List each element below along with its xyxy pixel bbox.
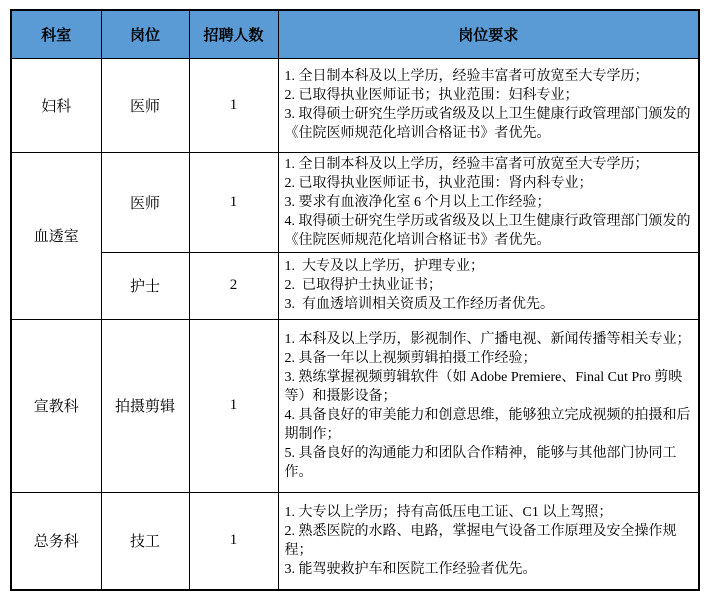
position-cell: 医师 xyxy=(101,152,189,252)
requirement-line: 1. 本科及以上学历，影视制作、广播电视、新闻传播等相关专业； xyxy=(284,331,691,347)
requirement-line: 2. 已取得执业医师证书；执业范围：妇科专业； xyxy=(284,88,579,103)
requirement-line: 2. 具备一年以上视频剪辑拍摄工作经验； xyxy=(284,350,537,366)
requirements-cell xyxy=(278,492,699,590)
position-cell: 拍摄剪辑 xyxy=(101,319,189,492)
header-requirements: 岗位要求 xyxy=(278,10,699,58)
count-cell: 1 xyxy=(189,492,278,590)
dept-cell: 血透室 xyxy=(11,152,101,319)
count-cell: 2 xyxy=(189,252,278,319)
table-row xyxy=(11,252,699,319)
requirement-line: 3. 要求有血液净化室 6 个月以上工作经验； xyxy=(284,194,551,210)
requirement-line: 2. 熟悉医院的水路、电路，掌握电气设备工作原理及安全操作规程； xyxy=(284,523,677,558)
requirement-line: 4. 取得硕士研究生学历或省级及以上卫生健康行政管理部门颁发的《住院医师规范化培训合格证书》者优先。 xyxy=(284,213,691,248)
count-cell: 1 xyxy=(189,319,278,492)
position-cell: 护士 xyxy=(101,252,189,319)
requirements-cell xyxy=(278,252,699,319)
position-cell: 医师 xyxy=(101,58,189,152)
requirement-line: 3. 熟练掌握视频剪辑软件（如 Adobe Premiere、Final Cut Pro 剪映等）和摄影设备； xyxy=(284,369,683,404)
requirement-line: 3. 能驾驶救护车和医院工作经验者优先。 xyxy=(284,561,537,577)
header-dept: 科室 xyxy=(11,10,101,58)
count-cell: 1 xyxy=(189,58,278,152)
requirement-line: 1. 大专以上学历；持有高低压电工证、C1 以上驾照； xyxy=(284,504,613,520)
requirement-line: 3. 取得硕士研究生学历或省级及以上卫生健康行政管理部门颁发的《住院医师规范化培训合格证书》者优先。 xyxy=(284,107,691,141)
requirement-line: 2. 已取得护士执业证书； xyxy=(284,278,442,293)
header-count: 招聘人数 xyxy=(189,10,278,58)
requirement-line: 1. 全日制本科及以上学历，经验丰富者可放宽至大专学历； xyxy=(284,69,649,84)
requirement-line: 1. 全日制本科及以上学历，经验丰富者可放宽至大专学历； xyxy=(284,156,649,172)
header-position: 岗位 xyxy=(101,10,189,58)
table-row xyxy=(11,58,699,152)
table-row xyxy=(11,152,699,252)
requirement-line: 5. 具备良好的沟通能力和团队合作精神，能够与其他部门协同工作。 xyxy=(284,445,677,480)
header-row xyxy=(11,10,699,58)
requirements-cell xyxy=(278,319,699,492)
dept-cell: 总务科 xyxy=(11,492,101,590)
requirement-line: 3. 有血透培训相关资质及工作经历者优先。 xyxy=(284,297,554,312)
table-row xyxy=(11,319,699,492)
count-cell: 1 xyxy=(189,152,278,252)
requirements-cell xyxy=(278,152,699,252)
requirements-cell xyxy=(278,58,699,152)
table-row xyxy=(11,492,699,590)
requirement-line: 1. 大专及以上学历，护理专业； xyxy=(284,259,484,274)
dept-cell: 宣教科 xyxy=(11,319,101,492)
requirement-line: 4. 具备良好的审美能力和创意思维，能够独立完成视频的拍摄和后期制作； xyxy=(284,407,691,442)
dept-cell: 妇科 xyxy=(11,58,101,152)
requirement-line: 2. 已取得执业医师证书，执业范围：肾内科专业； xyxy=(284,175,593,191)
recruitment-table xyxy=(10,9,700,591)
position-cell: 技工 xyxy=(101,492,189,590)
